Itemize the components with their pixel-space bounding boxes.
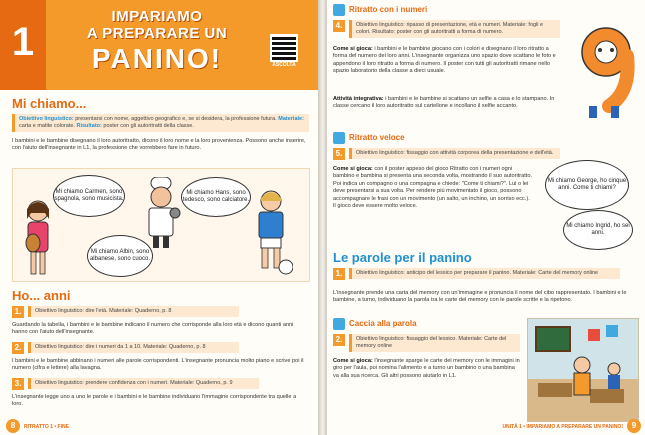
section-heading-ho-anni: Ho... anni: [12, 288, 71, 303]
puzzle-icon-3: [333, 318, 345, 330]
item3-body: L'insegnante legge uno a uno le parole e i bambini e le bambine individuano l'immagine corrispondente tra quelle a loro.: [12, 394, 297, 408]
puzzle-icon: [333, 4, 345, 16]
section1-body: I bambini e le bambine disegnano il loro autoritratto, dicono il loro nome e la loro provenienza. Possono anche inserire, con l'aiuto dell'insegnante in L1, la professione che vorrebbero fare in futuro.: [12, 138, 306, 152]
item-number-2: 2.: [12, 342, 24, 354]
item-number-1: 1.: [12, 306, 24, 318]
qr-label: ASCOLTA: [272, 62, 296, 68]
book-gutter: [318, 0, 327, 435]
chapter-header: [0, 0, 318, 90]
page-number-right: 9: [627, 419, 641, 433]
item-number-words-1: 1.: [333, 268, 345, 280]
classroom-illustration: [527, 318, 639, 422]
number-nine-character: [573, 22, 639, 122]
caccia-body: Come si gioca: l'insegnante sparge le carte del memory con le immagini in giro per l'aula, poi nomina l'alimento e a turno un bambino o una bambina va alla sua ricerca. Gli altri possono aiutarlo in L1.: [333, 358, 520, 379]
girl-guitar-figure: [21, 199, 55, 277]
objective-box: Obiettivo linguistico: presentarsi con nome, aggettivo geografico e, se si desidera, la professione futura. Materiale: carta e matite colorate. Risultato: poster con gli autoritratti della classe.: [12, 114, 309, 132]
objective-box-caccia: Obiettivo linguistico: fissaggio del lessico. Materiale: Carte del memory online: [349, 334, 520, 352]
objective-box-item2: Obiettivo linguistico: dire i numeri da 1 a 10. Materiale: Quaderno, p. 8: [28, 342, 239, 353]
objective-box-item1: Obiettivo linguistico: dire l'età. Materiale: Quaderno, p. 8: [28, 306, 239, 317]
boy-football-figure: [249, 189, 293, 275]
item1-body: Guardando la tabella, i bambini e le bambine indicano il numero che corrisponde alla loro età e dicono quanti anni hanno con l'aiuto dell'insegnante.: [12, 322, 294, 336]
footer-label-right: UNITÀ 1 • IMPARIAMO A PREPARARE UN PANINO!: [502, 424, 623, 430]
speech-bubble-ingrid: Mi chiamo Ingrid, ho sei anni.: [563, 210, 633, 250]
title-line-1: IMPARIAMO: [111, 8, 203, 25]
title-line-3: PANINO!: [91, 43, 223, 74]
speech-bubble-hans: Mi chiamo Hans, sono tedesco, sono calciatore.: [181, 177, 251, 217]
section-title-ritratto-numeri: Ritratto con i numeri: [349, 5, 428, 14]
page-number-left: 8: [6, 419, 20, 433]
qr-code-icon[interactable]: [270, 34, 298, 62]
section5-body: Come si gioca: con il poster appeso del gioco Ritratto con i numeri ogni bambino e bambina si presenta una seconda volta, mostrando il suo autoritratto. Poi indica un compagno o una compagna e chiede: "Come ti chiami?". Lui o lei deve presentarsi a sua volta. Per rendere più movimentato il gioco, possono accompagnare le frasi con un movimento (un salto, un inchino, un sorriso ecc.). Il gioco deve essere molto veloce.: [333, 166, 533, 210]
speech-bubble-george: Mi chiamo George, ho cinque anni. Come ti chiami?: [545, 160, 629, 210]
chapter-title: [52, 8, 262, 76]
footer-label-left: RITRATTO 1 • FINE: [24, 424, 69, 430]
puzzle-icon-2: [333, 132, 345, 144]
objective-box-item3: Obiettivo linguistico: prendere confidenza con i numeri. Materiale: Quaderno, p. 9: [28, 378, 259, 389]
item-number-3: 3.: [12, 378, 24, 390]
objective-box-5: Obiettivo linguistico: fissaggio con attività corporea della presentazione e dell'età.: [349, 148, 560, 159]
section-title-caccia: Caccia alla parola: [349, 319, 417, 328]
chapter-number: 1: [0, 0, 46, 90]
title-line-2: A PREPARARE UN: [86, 25, 228, 42]
item-number-5: 5.: [333, 148, 345, 160]
item-number-4: 4.: [333, 20, 345, 32]
section-heading-parole-panino: Le parole per il panino: [333, 250, 472, 265]
children-illustration: [12, 168, 310, 282]
words-body: L'insegnante prende una carta del memory con un'immagine e pronuncia il nome del cibo rappresentato. I bambini e le bambine, a turno, individuano la parola tra le carte del memory con le parole scritte e la ripetono.: [333, 290, 627, 304]
item2-body: I bambini e le bambine abbinano i numeri alle parole corrispondenti. L'insegnante pronuncia molto piano e scrive poi il numero (cifra e lettere) alla lavagna.: [12, 358, 304, 372]
left-page: [0, 0, 318, 435]
objective-box-words: Obiettivo linguistico: anticipo del lessico per preparare il panino. Materiale: Carte del memory online: [349, 268, 620, 279]
objective-box-4: Obiettivo linguistico: ripasso di presentazione, età e numeri. Materiale: fogli e colori. Risultato: poster con gli autoritratti a forma di numero.: [349, 20, 560, 38]
section4-integrative: Attività integrativa: i bambini e le bambine si scattano un selfie a casa e lo stampano. In classe cercano il loro autoritratto sul cartellone e incollano il selfie accanto.: [333, 96, 555, 110]
section4-body: Come si gioca: i bambini e le bambine giocano con i colori e disegnano il loro ritratto a forma del numero dei loro anni. L'insegnante organizza uno spazio dove scattano le foto e appendono il loro ritratto a forma di numero. Il poster con tutti gli autoritratti rimane nello spazio laboratorio della classe a dieci usuale.: [333, 46, 556, 75]
section-title-ritratto-veloce: Ritratto veloce: [349, 133, 405, 142]
boy-chef-figure: [141, 177, 181, 249]
speech-bubble-carmen: Mi chiamo Carmen, sono spagnola, sono musicista.: [53, 175, 125, 217]
right-page: [327, 0, 645, 435]
section-heading-mi-chiamo: Mi chiamo...: [12, 96, 87, 111]
item-number-caccia-2: 2.: [333, 334, 345, 346]
speech-bubble-albin: Mi chiamo Albin, sono albanese, sono cuoco.: [87, 235, 153, 277]
